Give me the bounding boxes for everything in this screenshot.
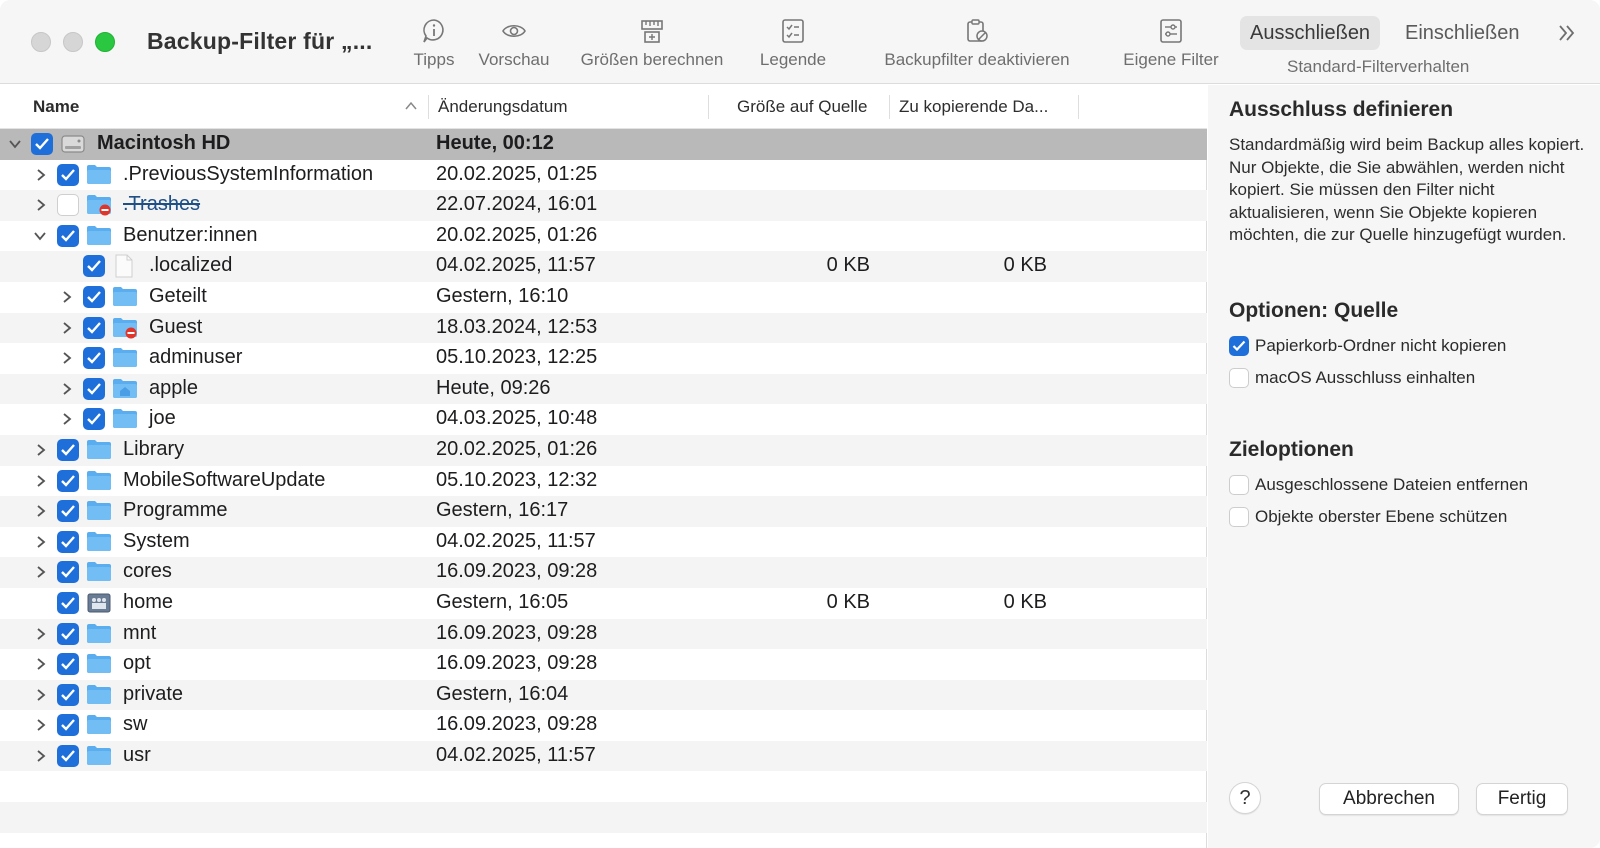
row-size-copy: 0 KB [1003,254,1047,277]
empty-row [0,771,1207,802]
row-name: Benutzer:innen [123,223,258,246]
tipps-label: Tipps [413,50,455,69]
empty-row [0,802,1207,833]
target-options-heading: Zieloptionen [1229,438,1354,461]
column-header-date[interactable]: Änderungsdatum [438,97,568,116]
checkmark-icon [86,351,102,365]
row-date: 16.09.2023, 09:28 [436,621,598,644]
document-icon [114,254,134,278]
disclosure-collapsed-icon[interactable] [60,412,74,426]
checkmark-icon [60,749,76,763]
checkmark-icon [60,504,76,518]
row-date: 16.09.2023, 09:28 [436,560,598,583]
folder-icon [86,438,112,460]
checkmark-icon [60,565,76,579]
row-date: Heute, 09:26 [436,376,551,399]
row-date: 04.02.2025, 11:57 [436,254,596,277]
table-row[interactable] [0,588,1207,619]
include-checkbox[interactable] [57,531,79,553]
option-remove-excluded[interactable] [1229,475,1569,497]
row-name: System [123,529,190,552]
table-header [0,85,1207,129]
row-name: .Trashes [123,193,201,216]
table-row[interactable] [0,251,1207,282]
column-header-size-source[interactable]: Größe auf Quelle [737,97,868,116]
hard-drive-icon [60,132,86,156]
eigene-filter-button[interactable] [1118,18,1224,80]
folder-icon [86,469,112,491]
include-checkbox[interactable] [83,255,105,277]
disclosure-collapsed-icon[interactable] [34,749,48,763]
checkmark-icon [60,443,76,457]
checkmark-icon [60,229,76,243]
table-row[interactable] [0,680,1207,711]
panel-description: Standardmäßig wird beim Backup alles kopiert. Nur Objekte, die Sie abwählen, werden nicht kopiert. Sie müssen den Filter nicht aktualisieren, wenn Sie Objekte kopieren möchten, die zur Quelle hinzugefügt wurden. [1229,135,1585,244]
row-name: joe [149,407,176,430]
table-row[interactable] [0,404,1207,435]
table-row[interactable] [0,190,1207,221]
home-folder-icon [112,377,138,399]
folder-icon [112,346,138,368]
info-circle-icon [421,18,447,44]
column-separator [428,95,429,119]
checkmark-icon [60,596,76,610]
row-date: 04.02.2025, 11:57 [436,529,596,552]
disclosure-collapsed-icon[interactable] [60,351,74,365]
close-window-button[interactable] [31,32,51,52]
row-name: .localized [149,254,233,277]
macos-exclusion-label: macOS Ausschluss einhalten [1255,368,1476,387]
sort-ascending-icon [405,101,417,111]
checkmark-icon [86,382,102,396]
row-name: cores [123,560,172,583]
vorschau-button[interactable] [477,18,551,80]
toolbar [0,0,1600,84]
restricted-folder-icon [112,316,138,340]
row-name: Macintosh HD [97,132,231,154]
folder-icon [86,530,112,552]
checkmark-icon [60,718,76,732]
row-name: home [123,590,174,613]
groessen-berechnen-button[interactable] [578,18,726,80]
table-row[interactable] [0,557,1207,588]
source-options-heading: Optionen: Quelle [1229,299,1399,322]
include-checkbox[interactable] [83,347,105,369]
checkmark-icon [60,168,76,182]
row-name: Library [123,437,185,460]
row-name: mnt [123,621,157,644]
minimize-window-button[interactable] [63,32,83,52]
groessen-label: Größen berechnen [580,50,724,69]
row-name: apple [149,376,198,399]
disclosure-collapsed-icon[interactable] [34,168,48,182]
row-size-source: 0 KB [826,590,870,613]
trash-folder-label: Papierkorb-Ordner nicht kopieren [1255,336,1507,355]
table-row[interactable] [0,527,1207,558]
ruler-icon [639,18,665,44]
folder-icon [112,407,138,429]
checklist-icon [780,18,806,44]
checkmark-icon [34,137,50,151]
include-checkbox[interactable] [57,592,79,614]
checkmark-icon [60,627,76,641]
row-date: Gestern, 16:10 [436,284,569,307]
folder-icon [86,622,112,644]
help-button[interactable]: ? [1229,782,1261,814]
row-date: 04.02.2025, 11:57 [436,743,596,766]
include-checkbox[interactable] [31,133,53,155]
deaktivieren-label: Backupfilter deaktivieren [884,50,1070,69]
row-size-source: 0 KB [826,254,870,277]
folder-icon [86,163,112,185]
row-date: Gestern, 16:05 [436,590,569,613]
row-size-copy: 0 KB [1003,590,1047,613]
column-separator [1078,95,1079,119]
restricted-folder-icon [86,193,112,217]
table-row[interactable] [0,496,1207,527]
folder-icon [86,499,112,521]
table-row[interactable] [0,435,1207,466]
folder-icon [86,683,112,705]
include-checkbox[interactable] [57,500,79,522]
disclosure-collapsed-icon[interactable] [34,198,48,212]
remove-excluded-checkbox[interactable] [1229,475,1249,495]
table-row[interactable] [0,282,1207,313]
done-button[interactable]: Fertig [1476,783,1568,815]
disclosure-collapsed-icon[interactable] [34,565,48,579]
row-date: 22.07.2024, 16:01 [436,193,598,216]
eigene-label: Eigene Filter [1123,50,1219,69]
row-name: usr [123,743,151,766]
table-row[interactable] [0,710,1207,741]
row-date: Gestern, 16:17 [436,499,569,522]
protect-top-level-label: Objekte oberster Ebene schützen [1255,507,1508,526]
checkmark-icon [86,290,102,304]
column-separator [708,95,709,119]
disclosure-collapsed-icon[interactable] [34,657,48,671]
row-name: sw [123,713,148,736]
row-name: .PreviousSystemInformation [123,162,374,185]
window-title: Backup-Filter für „... [147,28,373,54]
row-date: 20.02.2025, 01:26 [436,223,598,246]
row-date: 16.09.2023, 09:28 [436,713,598,736]
clipboard-disabled-icon [964,18,990,44]
protect-top-level-checkbox[interactable] [1229,507,1249,527]
row-date: 16.09.2023, 09:28 [436,652,598,675]
einschliessen-segment[interactable]: Einschließen [1405,22,1520,44]
column-header-name[interactable]: Name [33,97,80,116]
table-row[interactable] [0,343,1207,374]
include-checkbox[interactable] [57,745,79,767]
folder-icon [86,713,112,735]
disclosure-collapsed-icon[interactable] [34,504,48,518]
include-checkbox[interactable] [57,439,79,461]
disclosure-expanded-icon[interactable] [8,137,22,151]
column-header-size-copy[interactable]: Zu kopierende Da... [899,97,1049,116]
checkmark-icon [60,535,76,549]
macos-exclusion-checkbox[interactable] [1229,368,1249,388]
cancel-button[interactable]: Abbrechen [1319,783,1459,815]
row-date: 20.02.2025, 01:26 [436,437,598,460]
checkmark-icon [86,259,102,273]
table-row[interactable] [0,619,1207,650]
row-name: adminuser [149,346,243,369]
disclosure-collapsed-icon[interactable] [34,718,48,732]
include-checkbox[interactable] [57,225,79,247]
filter-mode-caption: Standard-Filterverhalten [1287,57,1470,76]
zoom-window-button[interactable] [95,32,115,52]
include-checkbox[interactable] [57,623,79,645]
file-tree-table [0,85,1207,848]
table-row[interactable] [0,649,1207,680]
tipps-button[interactable] [410,18,458,80]
include-checkbox[interactable] [83,408,105,430]
trash-folder-checkbox[interactable] [1229,336,1249,356]
row-name: Guest [149,315,203,338]
include-checkbox[interactable] [57,164,79,186]
vorschau-label: Vorschau [478,50,550,69]
table-row[interactable] [0,160,1207,191]
disclosure-collapsed-icon[interactable] [60,382,74,396]
include-checkbox[interactable] [57,194,79,216]
folder-icon [86,560,112,582]
legende-button[interactable] [755,18,831,80]
row-date: 04.03.2025, 10:48 [436,407,598,430]
ausschliessen-segment[interactable]: Ausschließen [1240,16,1380,50]
include-checkbox[interactable] [83,286,105,308]
table-row[interactable] [0,466,1207,497]
row-date: 05.10.2023, 12:25 [436,346,598,369]
row-name: Programme [123,499,228,522]
disclosure-collapsed-icon[interactable] [34,535,48,549]
include-checkbox[interactable] [57,561,79,583]
include-checkbox[interactable] [57,684,79,706]
disclosure-collapsed-icon[interactable] [34,688,48,702]
folder-icon [112,285,138,307]
row-date: 20.02.2025, 01:25 [436,162,598,185]
table-row[interactable] [0,129,1207,160]
include-checkbox[interactable] [57,714,79,736]
legende-label: Legende [759,50,827,69]
panel-heading: Ausschluss definieren [1229,98,1454,121]
sliders-icon [1158,18,1184,44]
row-name: Geteilt [149,284,207,307]
folder-icon [86,652,112,674]
table-row[interactable] [0,313,1207,344]
checkmark-icon [86,321,102,335]
checkmark-icon [1232,340,1246,352]
filter-options-panel [1208,85,1600,848]
option-macos-exclusion[interactable] [1229,368,1559,390]
disclosure-collapsed-icon[interactable] [34,627,48,641]
include-checkbox[interactable] [57,653,79,675]
eye-icon [501,18,527,44]
disclosure-expanded-icon[interactable] [33,229,47,243]
backupfilter-deaktivieren-button[interactable] [872,18,1082,80]
disclosure-collapsed-icon[interactable] [60,321,74,335]
row-name: opt [123,652,151,675]
folder-icon [86,224,112,246]
disclosure-collapsed-icon[interactable] [60,290,74,304]
table-row[interactable] [0,741,1207,772]
row-date: 05.10.2023, 12:32 [436,468,598,491]
checkmark-icon [60,474,76,488]
disclosure-collapsed-icon[interactable] [34,443,48,457]
folder-icon [86,744,112,766]
toolbar-overflow-icon[interactable] [1556,22,1578,44]
row-date: Heute, 00:12 [436,132,554,154]
table-row[interactable] [0,221,1207,252]
checkmark-icon [60,688,76,702]
column-separator [889,95,890,119]
checkmark-icon [60,657,76,671]
row-name: private [123,682,184,705]
row-date: 18.03.2024, 12:53 [436,315,598,338]
remove-excluded-label: Ausgeschlossene Dateien entfernen [1255,475,1529,494]
include-checkbox[interactable] [83,317,105,339]
row-date: Gestern, 16:04 [436,682,569,705]
checkmark-icon [86,412,102,426]
disclosure-collapsed-icon[interactable] [34,474,48,488]
option-trash-folder[interactable] [1229,336,1559,358]
include-checkbox[interactable] [83,378,105,400]
table-row[interactable] [0,374,1207,405]
table-rows [0,129,1207,833]
network-volume-icon [86,591,112,615]
option-protect-top-level[interactable] [1229,507,1569,529]
include-checkbox[interactable] [57,470,79,492]
row-name: MobileSoftwareUpdate [123,468,326,491]
